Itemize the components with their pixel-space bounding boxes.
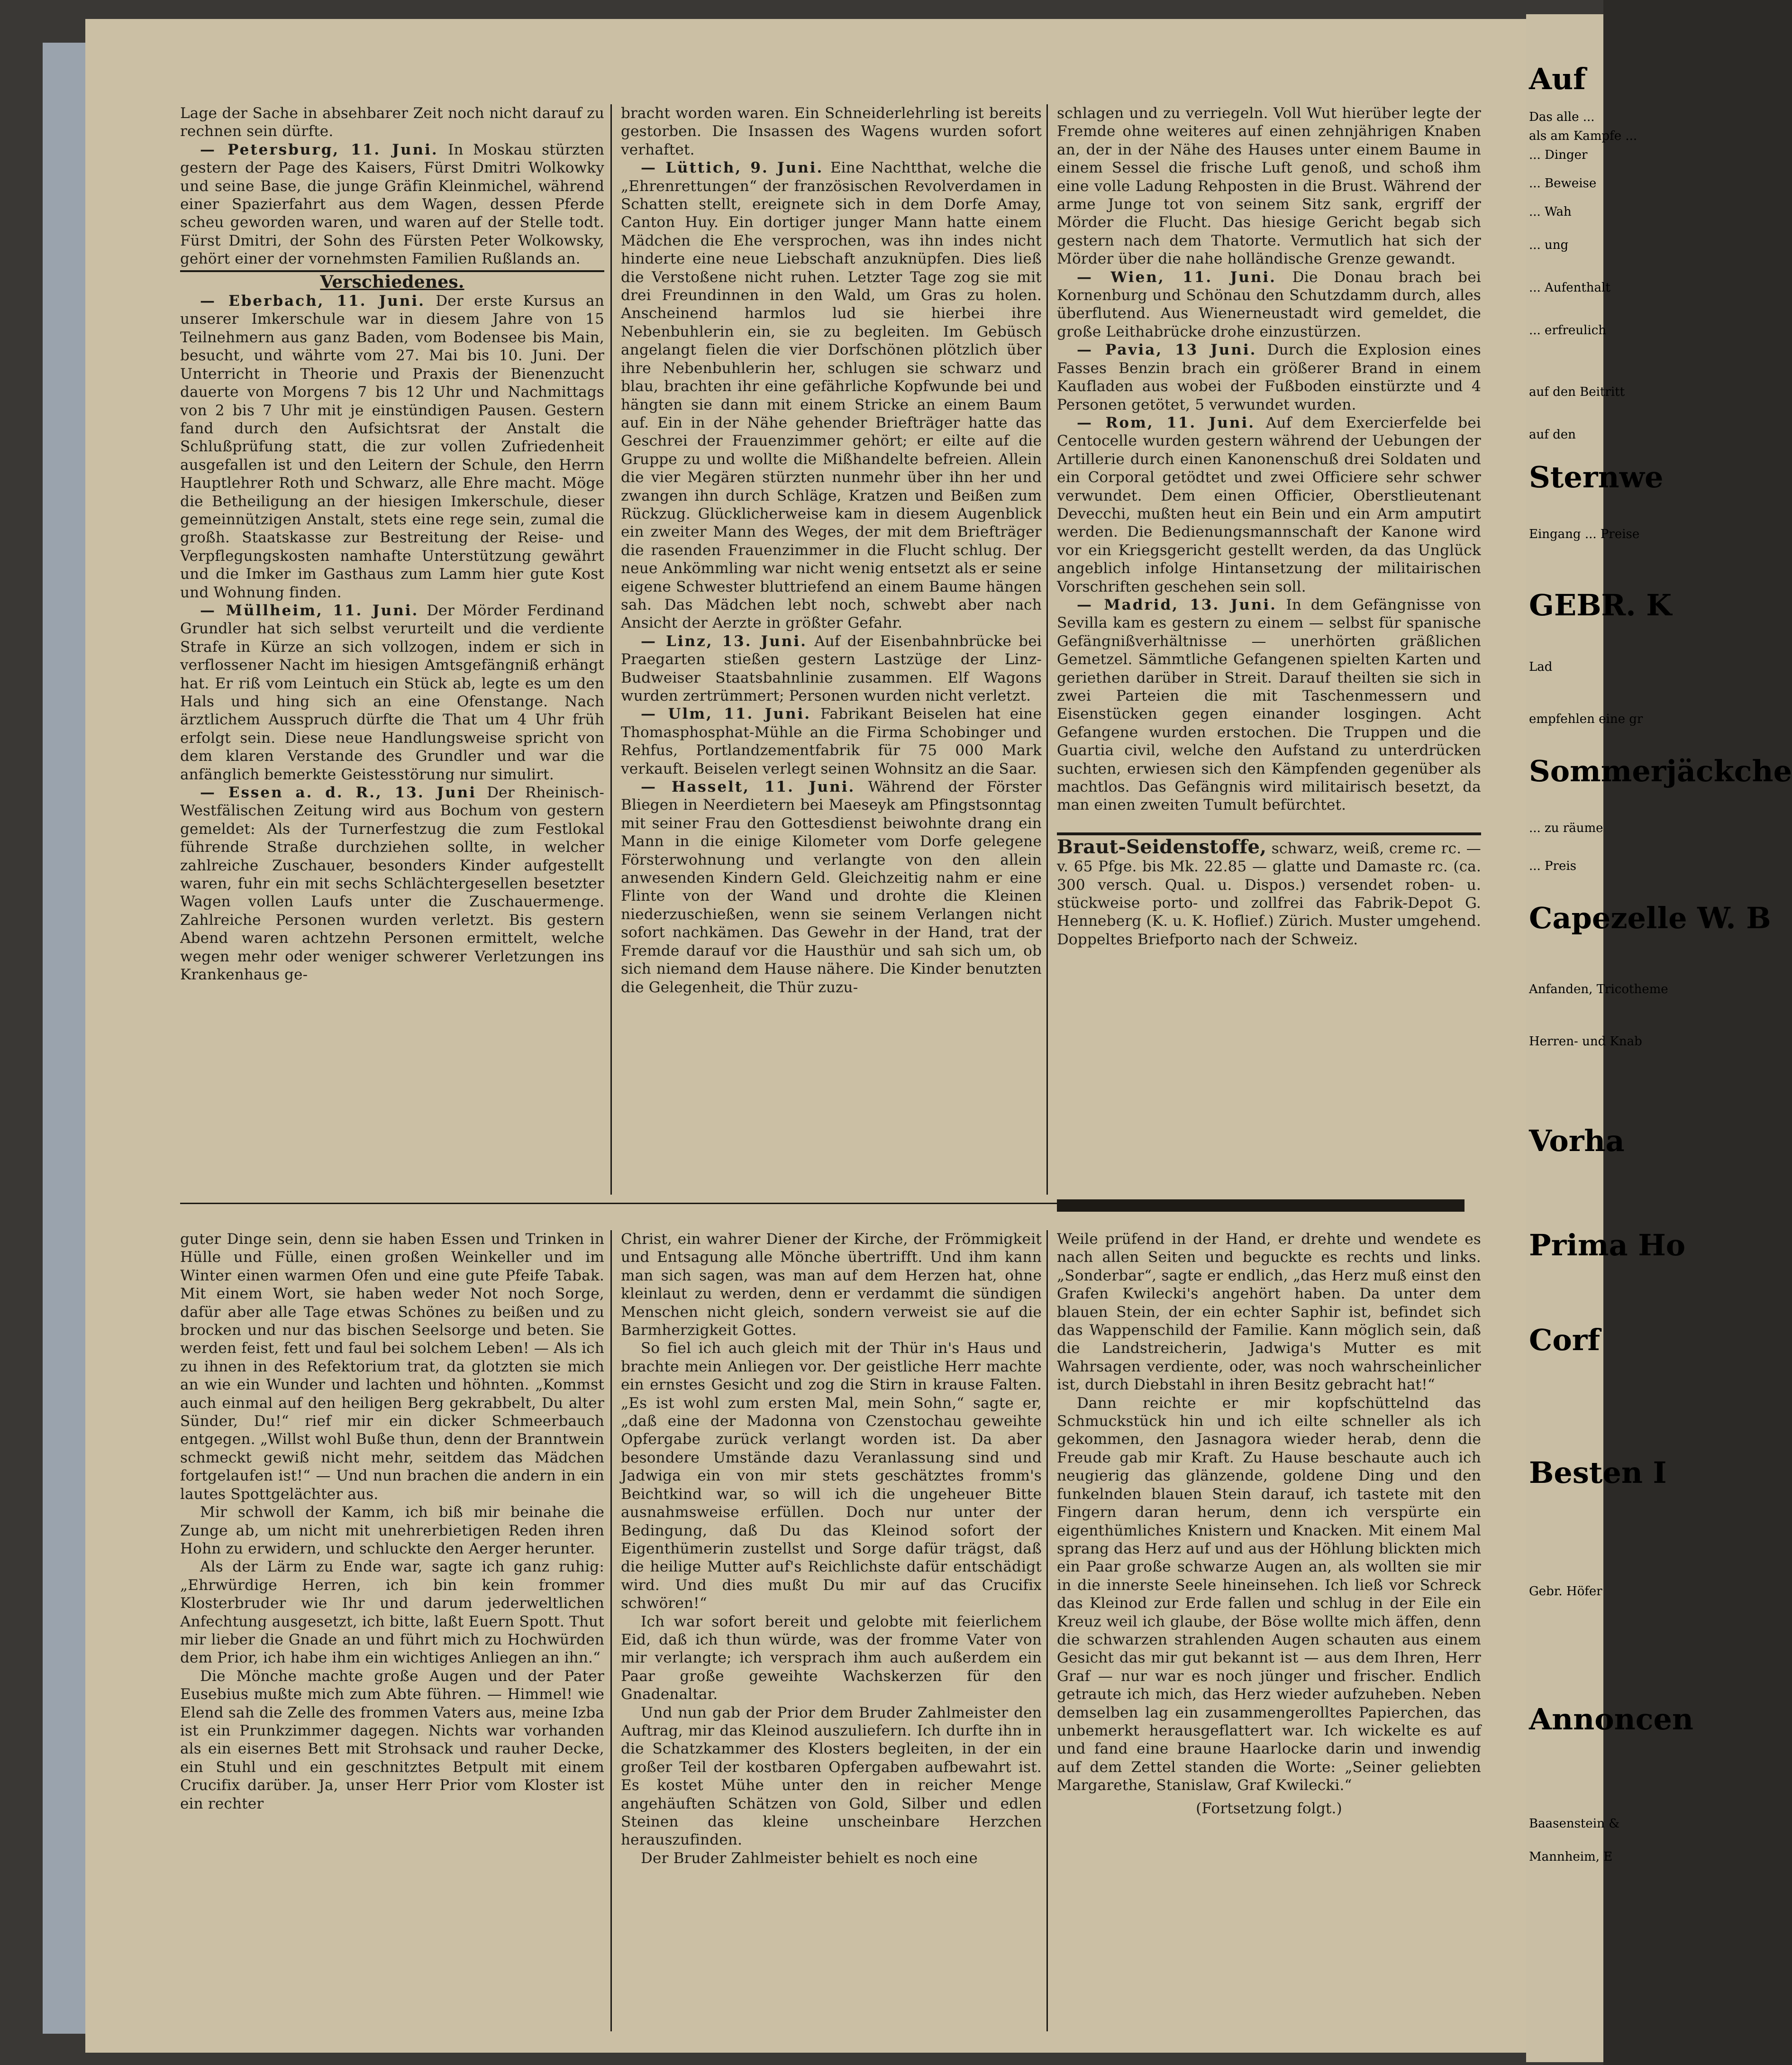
article-paragraph — [180, 1503, 604, 1558]
column-rule-2 — [1046, 104, 1048, 1195]
dateline: — Wien, 11. Juni. — [1077, 268, 1276, 286]
dateline: — Essen a. d. R., 13. Juni — [200, 784, 476, 802]
feuilleton-column-1 — [180, 1230, 604, 2046]
facing-page-text: Capezelle W. B — [1529, 901, 1771, 935]
paragraph-text: Fabrikant Beiselen hat eine Thomasphosphat-Mühle an die Firma Schobinger und Rehfus, Portlandzementfabrik für 75 000 Mark verkauft. Beiselen verlegt seinen Wohnsitz an die Saar. — [621, 705, 1042, 777]
paragraph-text: Auf dem Exercierfelde bei Centocelle wurden gestern während der Uebungen der Artillerie durch einen Kanonenschuß drei Soldaten und ein Corporal getödtet und zwei Officiere sehr schwer verwundet. Dem einen Officier, Oberstlieutenant Devecchi, mußten heut ein Bein und ein Arm amputirt werden. Die Bedienungsmannschaft der Kanone wird vor ein Kriegsgericht gestellt werden, da das Unglück angeblich infolge Hintansetzung der militairischen Vorschriften geschehen sein soll. — [1057, 414, 1482, 595]
feuilleton-column-3 — [1057, 1230, 1481, 2046]
article-paragraph — [621, 778, 1042, 996]
paragraph-text: Der Bruder Zahlmeister behielt es noch eine — [641, 1849, 978, 1867]
column-2-top — [621, 104, 1042, 1195]
facing-page-text: ... Preis — [1529, 859, 1577, 873]
facing-page-text: Vorha — [1529, 1124, 1625, 1158]
article-paragraph — [180, 784, 604, 984]
article-paragraph — [621, 705, 1042, 778]
paragraph-text: Der Mörder Ferdinand Grundler hat sich selbst verurteilt und die verdiente Strafe in Kürze an sich vollzogen, indem er sich in verflossener Nacht im hiesigen Amtsgefängniß erhängt hat. Er riß vom Leintuch ein Stück ab, legte es um den Hals und hing sich an eine Ofenstange. Nach ärztlichem Ausspruch dürfte die That um 4 Uhr früh erfolgt sein. Diese neue Handlungsweise spricht von dem klaren Verstande des Grundler und war die anfänglich bemerkte Geistesstörung nur simulirt. — [180, 602, 604, 783]
dateline: — Hasselt, 11. Juni. — [641, 778, 855, 796]
article-paragraph — [180, 1667, 604, 1813]
article-paragraph — [621, 159, 1042, 632]
dateline: — Madrid, 13. Juni. — [1077, 596, 1277, 613]
facing-page-text: GEBR. K — [1529, 588, 1672, 622]
facing-page-text: Gebr. Höfer — [1529, 1584, 1602, 1599]
facing-page-text: ... ung — [1529, 238, 1569, 252]
column-rule-1 — [610, 104, 612, 1195]
paragraph-text: guter Dinge sein, denn sie haben Essen und Trinken in Hülle und Fülle, einen großen Weinkeller und im Winter einen warmen Ofen und eine gute Pfeife Tabak. Mit einem Wort, sie haben weder Not noch Sorge, dafür aber alle Tage etwas Schönes zu beißen und zu brocken und nur das bischen Seelsorge und beten. Sie werden feist, fett und faul bei solchem Leben! — Als ich zu ihnen in des Refektorium trat, da glotzten sie mich an wie ein Wunder und lachten und höhnten. „Kommst auch einmal auf den heiligen Berg gekrabbelt, Du alter Sünder, Du!“ rief mir ein dicker Schmeerbauch entgegen. „Willst wohl Buße thun, denn der Branntwein schmeckt gewiß nicht mehr, seitdem das Mädchen fortgelaufen ist!“ — Und nun brachen die andern in ein lautes Spottgelächter aus. — [180, 1231, 604, 1503]
facing-page-text: Lad — [1529, 660, 1553, 674]
facing-page-text: auf den Beitritt — [1529, 385, 1625, 399]
article-paragraph — [180, 602, 604, 784]
article-paragraph — [180, 1230, 604, 1503]
dateline: — Rom, 11. Juni. — [1077, 414, 1255, 431]
article-paragraph — [1057, 1230, 1481, 1394]
ad-title: Braut-Seidenstoffe, — [1057, 835, 1267, 858]
paragraph-text: Auf der Eisenbahnbrücke bei Praegarten stießen gestern Lastzüge der Linz-Budweiser Staatsbahnlinie zusammen. Elf Wagons wurden zertrümmert; Personen wurden nicht verletzt. — [621, 632, 1042, 704]
paragraph-text: Mir schwoll der Kamm, ich biß mir beinahe die Zunge ab, um nicht mit unehrerbietigen Reden ihren Hohn zu erwidern, und schluckte den Aerger herunter. — [180, 1504, 604, 1557]
facing-page-text: ... Beweise — [1529, 176, 1597, 191]
article-paragraph — [621, 1339, 1042, 1612]
paragraph-text: Durch die Explosion eines Fasses Benzin brach ein größerer Brand in einem Kaufladen aus wobei der Fußboden einstürzte und 4 Personen getötet, 5 verwundet wurden. — [1057, 341, 1481, 413]
dateline: — Petersburg, 11. Juni. — [200, 141, 438, 158]
article-paragraph — [180, 292, 604, 602]
newspaper-page — [85, 19, 1531, 2053]
article-paragraph — [1057, 414, 1481, 596]
paragraph-text: Der erste Kursus an unserer Imkerschule war in diesem Jahre von 15 Teilnehmern aus ganz Baden, vom Bodensee bis Main, besucht, und währte vom 27. Mai bis 10. Juni. Der Unterricht in Theorie und Praxis der Bienenzucht dauerte von Morgens 7 bis 12 Uhr und Nachmittags von 2 bis 7 Uhr mit je einstündigen Pausen. Gestern fand durch den Aufsichtsrat der Anstalt die Schlußprüfung statt, die zur vollen Zufriedenheit ausgefallen ist und den Leitern der Schule, den Herrn Hauptlehrer Roth und Schwarz, alle Ehre macht. Möge die Betheiligung an der hiesigen Imkerschule, dieser gemeinnützigen Anstalt, stets eine rege sein, zumal die großh. Staatskasse zur Bestreitung der Reise- und Verpflegungskosten namhafte Unterstützung gewährt und die Imker im Gasthaus zum Lamm hier gute Kost und Wohnung finden. — [180, 292, 605, 601]
facing-page-text: ... Aufenthalt — [1529, 281, 1610, 295]
facing-page-text: als am Kampfe ... — [1529, 129, 1637, 143]
paragraph-text: schlagen und zu verriegeln. Voll Wut hierüber legte der Fremde ohne weiteres auf einen zehnjährigen Knaben an, der in der Nähe des Hauses unter einem Baume in einem Sessel die frische Luft genoß, und schoß ihm eine volle Ladung Rehposten in die Brust. Während der arme Junge tot von seinem Sitz sank, ergriff der Mörder die Flucht. Das hiesige Gericht begab sich gestern nach dem Thatorte. Vermutlich hat sich der Mörder über die nahe holländische Grenze gewandt. — [1057, 105, 1481, 268]
continuation-note: (Fortsetzung folgt.) — [1196, 1800, 1342, 1817]
paragraph-text: In Moskau stürzten gestern der Page des Kaisers, Fürst Dmitri Wolkowky und seine Base, die junge Gräfin Kleinmichel, während einer Spazierfahrt aus dem Wagen, dessen Pferde scheu geworden waren, und waren auf der Stelle todt. Fürst Dmitri, der Sohn des Fürsten Peter Wolkowsky, gehört einer der vornehmsten Familien Rußlands an. — [180, 141, 604, 268]
facing-page-text: Sommerjäckche — [1529, 754, 1792, 788]
facing-page-text: Prima Ho — [1529, 1228, 1686, 1262]
facing-page-text: Annoncen — [1529, 1702, 1693, 1736]
article-paragraph — [180, 104, 604, 141]
ad-text: schwarz, weiß, creme rc. — v. 65 Pfge. bis Mk. 22.85 — glatte und Damaste rc. (ca. 300 versch. Qual. u. Dispos.) versendet roben- u. stückweise porto- und zollfrei das Fabrik-Depot G. Henneberg (K. u. K. Hoflief.) Zürich. Muster umgehend. Doppeltes Briefporto nach der Schweiz. — [1057, 840, 1481, 948]
article-paragraph — [1057, 268, 1481, 341]
facing-page-text: Anfanden, Tricotheme — [1529, 982, 1668, 996]
dateline: — Pavia, 13 Juni. — [1077, 341, 1257, 359]
advertisement — [1057, 832, 1481, 949]
facing-page-text: Corf — [1529, 1323, 1601, 1357]
paragraph-text: Eine Nachtthat, welche die „Ehrenrettungen“ der französischen Revolverdamen in Schatten stellt, ereignete sich in dem Dorfe Amay, Canton Huy. Ein dortiger junger Mann hatte einem Mädchen die Ehe versprochen, was ihn indes nicht hinderte eine neue Liebschaft anzuknüpfen. Dies ließ die Verstoßene nicht ruhen. Letzter Tage zog sie mit drei Freundinnen in den Wald, um Gras zu holen. Anscheinend harmlos lud sie hierbei ihre Nebenbuhlerin ein, sie zu begleiten. Im Gebüsch angelangt fielen die vier Dorfschönen plötzlich über ihre Nebenbuhlerin her, schlugen sie schwarz und blau, brachten ihr eine gefährliche Kopfwunde bei und hängten sie dann mit einem Stricke an einem Baum auf. Ein in der Nähe gehender Briefträger hatte das Geschrei der Frauenzimmer gehört; er eilte auf die Gruppe zu und wollte die Mißhandelte befreien. Allein die vier Megären stürzten nunmehr über ihn her und zwangen ihn durch Schläge, Kratzen und Beißen zum Rückzug. Glücklicherweise kam in diesem Augenblick ein zweiter Mann des Weges, der mit dem Briefträger die rasenden Frauenzimmer in die Flucht schlug. Der neue Ankömmling war nicht wenig entsetzt als er seine eigene Schwester bluttriefend an einem Baume hängen sah. Das Mädchen lebt noch, schwebt aber nach Ansicht der Aerzte in größter Gefahr. — [621, 159, 1042, 632]
facing-page-text: Das alle ... — [1529, 110, 1595, 124]
dateline: — Müllheim, 11. Juni. — [200, 602, 419, 619]
column-1-top — [180, 104, 604, 1190]
dateline: — Lüttich, 9. Juni. — [641, 159, 824, 177]
paragraph-text: Dann reichte er mir kopfschüttelnd das Schmuckstück hin und ich eilte schneller als ich gekommen, den Jasnagora wieder herab, denn die Freude gab mir Kraft. Zu Hause beschaute auch ich neugierig das glänzende, goldene Ding und den funkelnden blauen Stein darauf, ich tastete mit den Fingern daran herum, denn ich verspürte ein eigenthümliches Knistern und Knacken. Mit einem Mal sprang das Herz auf und aus der Höhlung blickten mich ein Paar große schwarze Augen an, als wollten sie mir in die innerste Seele hineinsehen. Ich ließ vor Schreck das Kleinod zur Erde fallen und schlug in der Eile ein Kreuz weil ich glaube, der Böse wollte mich äffen, denn die schwarzen strahlenden Augen schauten aus einem Gesicht das mir gut bekannt ist — aus dem Ihren, Herr Graf — nur war es noch jünger und frischer. Endlich getraute ich mich, das Herz wieder aufzuheben. Neben demselben lag ein zusammengerolltes Papierchen, das unbemerkt herausgeflattert war. Ich wickelte es auf und fand eine braune Haarlocke darin und inwendig auf dem Zettel standen die Worte: „Seiner geliebten Margarethe, Stanislaw, Graf Kwilecki.“ — [1057, 1394, 1481, 1794]
facing-page-text: auf den — [1529, 428, 1576, 442]
feuilleton-column-2 — [621, 1230, 1042, 2046]
facing-page-text: empfehlen eine gr — [1529, 712, 1643, 726]
article-paragraph — [621, 1849, 1042, 1867]
article-paragraph — [621, 104, 1042, 159]
paragraph-text: Als der Lärm zu Ende war, sagte ich ganz ruhig: „Ehrwürdige Herren, ich bin kein frommer Klosterbruder wie Ihr und darum jederweltlichen Anfechtung ausgesetzt, ich bitte, laßt Euern Spott. Thut mir lieber die Gnade an und führt mich zu Hochwürden dem Prior, ich habe ihm ein wichtiges Anliegen an ihn.“ — [180, 1558, 604, 1667]
article-paragraph — [1057, 596, 1481, 814]
paragraph-text: So fiel ich auch gleich mit der Thür in's Haus und brachte mein Anliegen vor. Der geistliche Herr machte ein ernstes Gesicht und zog die Stirn in krause Falten. „Es ist wohl zum ersten Mal, mein Sohn,“ sagte er, „daß eine der Madonna von Czenstochau geweihte Opfergabe zurück verlangt worden ist. Da aber besondere Umstände dazu Veranlassung sind und Jadwiga ein von mir stets geschätztes fromm's Beichtkind war, so will ich die ungeheuer Bitte ausnahmsweise erfüllen. Doch nur unter der Bedingung, daß Du das Kleinod sofort der Eigenthümerin zustellst und Sorge dafür trägst, daß die heilige Mutter auf's Reichlichste dafür entschädigt wird. Und dies mußt Du mir auf das Crucifix schwören!“ — [621, 1340, 1042, 1612]
facing-page-text: Sternwe — [1529, 460, 1664, 494]
column-3-top — [1057, 104, 1481, 1209]
paragraph-text: Der Rheinisch-Westfälischen Zeitung wird aus Bochum von gestern gemeldet: Als der Turnerfestzug die zum Festlokal führende Straße durchziehen sollte, in welcher zahlreiche Zuschauer, besonders Kinder aufgestellt waren, fuhr ein mit sechs Schlächtergesellen besetzter Wagen vollen Laufs unter die Zuschauermenge. Zahlreiche Personen wurden verletzt. Bis gestern Abend waren achtzehn Personen ermittelt, welche wegen mehr oder weniger schwerer Verletzungen ins Krankenhaus ge- — [180, 784, 604, 984]
facing-page-text: ... erfreulich — [1529, 323, 1606, 338]
article-paragraph — [180, 141, 604, 268]
facing-page-text: ... zu räume — [1529, 821, 1603, 835]
article-paragraph — [180, 1558, 604, 1667]
paragraph-text: Während der Förster Bliegen in Neerdietern bei Maeseyk am Pfingstsonntag mit seiner Frau den Gottesdienst beiwohnte drang ein Mann in die einige Kilometer vom Dorfe gelegene Försterwohnung und verlangte von den allein anwesenden Kindern Geld. Gleichzeitig nahm er eine Flinte von der Wand und drohte die Kleinen niederzuschießen, wenn sie seinem Verlangen nicht sofort nachkämen. Das Gewehr in der Hand, trat der Fremde darauf vor die Hausthür und sah sich um, ob sich niemand dem Hause nähere. Die Kinder benutzten die Gelegenheit, die Thür zuzu- — [621, 778, 1042, 996]
facing-page-text: Eingang ... Preise — [1529, 527, 1640, 541]
facing-page-text: Besten I — [1529, 1455, 1667, 1490]
paragraph-text: Ich war sofort bereit und gelobte mit feierlichem Eid, daß ich thun würde, was der fromme Vater von mir verlangte; ich versprach ihm auch außerdem ein Paar große geweihte Wachskerzen für den Gnadenaltar. — [621, 1613, 1042, 1703]
dateline: — Eberbach, 11. Juni. — [200, 292, 425, 310]
facing-page-text: Baasenstein & — [1529, 1817, 1620, 1831]
article-paragraph — [1057, 1394, 1481, 1795]
paragraph-text: In dem Gefängnisse von Sevilla kam es gestern zu einem — selbst für spanische Gefängnißverhältnisse — unerhörten gräßlichen Gemetzel. Sämmtliche Gefangenen spielten Karten und geriethen darüber in Streit. Darauf theilten sie sich in zwei Parteien die mit Taschenmessern und Eisenstücken gegen einander losgingen. Acht Gefangene wurden erstochen. Die Truppen und die Guartia civil, welche den Aufstand zu unterdrücken suchten, erwiesen sich den Kämpfenden gegenüber als machtlos. Das Gefängnis wird militairisch besetzt, da man einen zweiten Tumult befürchtet. — [1057, 596, 1481, 814]
feuilleton-rule-1 — [610, 1230, 612, 2031]
facing-page-text: ... Dinger — [1529, 148, 1588, 162]
paragraph-text: bracht worden waren. Ein Schneiderlehrling ist bereits gestorben. Die Insassen des Wagens wurden sofort verhaftet. — [621, 105, 1042, 158]
paragraph-text: Die Mönche machte große Augen und der Pater Eusebius mußte mich zum Abte führen. — Himmel! wie Elend sah die Zelle des frommen Vaters aus, meine Izba ist ein Prunkzimmer dagegen. Nichts war vorhanden als ein eisernes Bett mit Strohsack und rauher Decke, ein Stuhl und ein geschnitztes Betpult mit einem Crucifix darüber. Ja, unser Herr Prior vom Kloster ist ein rechter — [180, 1667, 604, 1812]
feuilleton-rule-2 — [1046, 1230, 1048, 2031]
dateline: — Linz, 13. Juni. — [641, 632, 807, 650]
paragraph-text: Lage der Sache in absehbarer Zeit noch nicht darauf zu rechnen sein dürfte. — [180, 105, 604, 140]
article-paragraph — [621, 1230, 1042, 1339]
article-paragraph — [621, 632, 1042, 705]
article-paragraph — [621, 1613, 1042, 1704]
ad-bottom-rule — [1057, 1199, 1465, 1212]
facing-page-text: Herren- und Knab — [1529, 1034, 1642, 1049]
paragraph-text: Die Donau brach bei Kornenburg und Schönau den Schutzdamm durch, alles überflutend. Aus Wienerneustadt wird gemeldet, die große Leithabrücke drohe einzustürzen. — [1057, 268, 1482, 340]
paragraph-text: Weile prüfend in der Hand, er drehte und wendete es nach allen Seiten und beguckte es rechts und links. „Sonderbar“, sagte er endlich, „das Herz muß einst den Grafen Kwilecki's angehört haben. Da unter dem blauen Stein, der ein echter Saphir ist, befindet sich das Wappenschild der Familie. Kann möglich sein, daß die Landstreicherin, Jadwiga's Mutter es mit Wahrsagen verdiente, oder, was noch wahrscheinlicher ist, durch Diebstahl in ihren Besitz gebracht hat!“ — [1057, 1231, 1481, 1394]
facing-page-edge — [1526, 14, 1792, 2062]
paragraph-text: Und nun gab der Prior dem Bruder Zahlmeister den Auftrag, mir das Kleinod auszuliefern. Ich durfte ihn in die Schatzkammer des Klosters begleiten, in der ein großer Teil der kostbaren Opfergaben aufbewahrt ist. Es kostet Mühe unter den in reicher Menge angehäuften Schätzen von Gold, Silber und edlen Steinen das kleine unscheinbare Herzchen herauszufinden. — [621, 1704, 1042, 1849]
section-heading: Verschiedenes. — [180, 270, 604, 291]
article-paragraph — [1057, 341, 1481, 414]
facing-page-text: Mannheim, E — [1529, 1850, 1613, 1864]
section-divider — [180, 1203, 1175, 1204]
article-paragraph — [1057, 104, 1481, 268]
facing-page-text: ... Wah — [1529, 205, 1572, 219]
article-paragraph — [621, 1704, 1042, 1849]
facing-page-text: Auf — [1529, 62, 1586, 96]
paragraph-text: Christ, ein wahrer Diener der Kirche, der Frömmigkeit und Entsagung alle Mönche übertrifft. Und ihm kann man sich sagen, was man auf dem Herzen hat, ohne kleinlaut zu werden, denn er verdammt die sündigen Menschen nicht gleich, sondern verweist sie auf die Barmherzigkeit Gottes. — [621, 1231, 1042, 1339]
dateline: — Ulm, 11. Juni. — [641, 705, 811, 723]
